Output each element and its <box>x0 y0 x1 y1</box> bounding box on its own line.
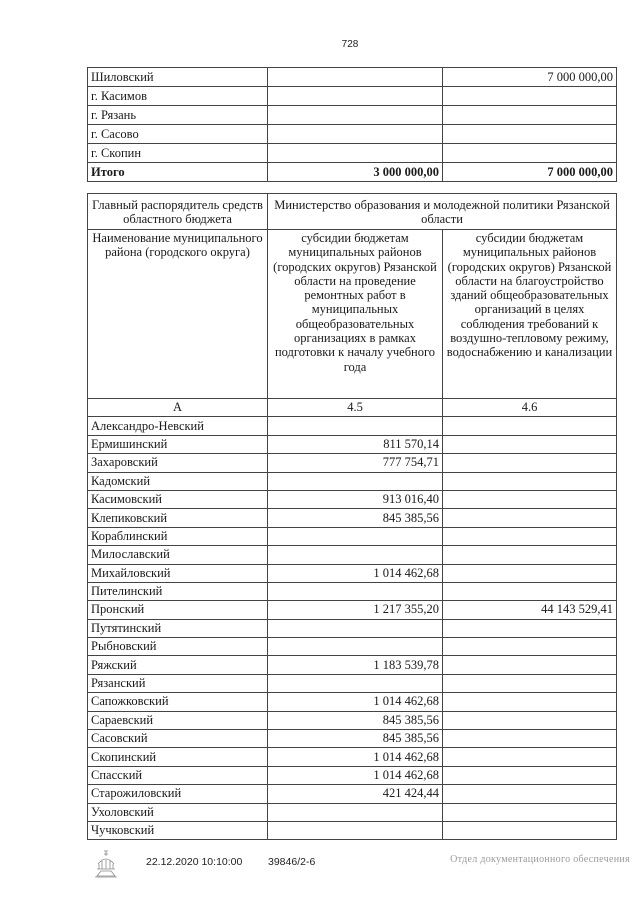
district-name: г. Рязань <box>88 106 268 125</box>
district-name: Шиловский <box>88 68 268 87</box>
value-4-6 <box>443 821 617 839</box>
district-name: г. Скопин <box>88 144 268 163</box>
district-name: Касимовский <box>88 490 268 508</box>
table-row <box>88 106 617 125</box>
table-row <box>88 125 617 144</box>
table-row <box>88 803 617 821</box>
subsidy-table <box>87 193 617 840</box>
value-4-5: 845 385,56 <box>268 509 443 527</box>
district-name: Михайловский <box>88 564 268 582</box>
table-row <box>88 601 617 619</box>
distributor-value: Министерство образования и молодежной политики Рязанской области <box>268 194 617 230</box>
header-row-codes <box>88 399 617 417</box>
value-4-5 <box>268 472 443 490</box>
value-4-6 <box>443 803 617 821</box>
footer <box>0 850 640 890</box>
value-4-5 <box>268 546 443 564</box>
table-row <box>88 509 617 527</box>
value-4-5 <box>268 821 443 839</box>
district-name: Ермишинский <box>88 435 268 453</box>
registration-datetime: 22.12.2020 10:10:00 <box>146 856 243 868</box>
table-row <box>88 546 617 564</box>
table-row <box>88 472 617 490</box>
value-4-5: 1 183 539,78 <box>268 656 443 674</box>
value-4-6 <box>443 638 617 656</box>
district-name: Милославский <box>88 546 268 564</box>
value-4-5 <box>268 144 443 163</box>
value-4-5: 845 385,56 <box>268 730 443 748</box>
value-4-6 <box>443 435 617 453</box>
value-4-5: 1 217 355,20 <box>268 601 443 619</box>
district-name: Ухоловский <box>88 803 268 821</box>
value-4-5: 1 014 462,68 <box>268 564 443 582</box>
value-4-6 <box>443 711 617 729</box>
district-name: Путятинский <box>88 619 268 637</box>
value-4-6 <box>443 785 617 803</box>
district-name: г. Сасово <box>88 125 268 144</box>
district-name: Кораблинский <box>88 527 268 545</box>
value-4-6 <box>443 656 617 674</box>
value-4-5: 1 014 462,68 <box>268 766 443 784</box>
duma-building-icon <box>92 850 120 878</box>
total-row <box>88 163 617 182</box>
value-4-5 <box>268 125 443 144</box>
district-name: Скопинский <box>88 748 268 766</box>
value-4-6 <box>443 564 617 582</box>
value-4-5 <box>268 674 443 692</box>
col-4-6-header: субсидии бюджетам муниципальных районов (городских округов) Рязанской области на благоустройство зданий общеобразовательных организаций в целях соблюдения требований к воздушно-тепловому режиму, водоснабжению и канализации <box>443 230 617 399</box>
value-4-6 <box>443 490 617 508</box>
value-4-5 <box>268 87 443 106</box>
district-name: Сараевский <box>88 711 268 729</box>
table-row <box>88 564 617 582</box>
district-name: Ряжский <box>88 656 268 674</box>
table-row <box>88 527 617 545</box>
value-4-6 <box>443 125 617 144</box>
district-name: Сасовский <box>88 730 268 748</box>
header-row-distributor <box>88 194 617 230</box>
value-4-5: 421 424,44 <box>268 785 443 803</box>
table-row <box>88 730 617 748</box>
value-4-6 <box>443 693 617 711</box>
value-4-6: 7 000 000,00 <box>443 68 617 87</box>
value-4-5 <box>268 106 443 125</box>
district-name: Клепиковский <box>88 509 268 527</box>
value-4-6 <box>443 87 617 106</box>
table-row <box>88 417 617 435</box>
value-4-5 <box>268 619 443 637</box>
district-name: Пронский <box>88 601 268 619</box>
distributor-label: Главный распорядитель средств областного бюджета <box>88 194 268 230</box>
value-4-6 <box>443 674 617 692</box>
table-row <box>88 638 617 656</box>
table-row <box>88 144 617 163</box>
district-name: г. Касимов <box>88 87 268 106</box>
district-name: Рязанский <box>88 674 268 692</box>
value-4-5 <box>268 803 443 821</box>
table-row <box>88 693 617 711</box>
top-table-continuation <box>87 67 617 182</box>
district-name: Рыбновский <box>88 638 268 656</box>
table-row <box>88 656 617 674</box>
value-4-5: 1 014 462,68 <box>268 693 443 711</box>
header-row-columns <box>88 230 617 399</box>
value-4-5: 811 570,14 <box>268 435 443 453</box>
district-name: Итого <box>88 163 268 182</box>
name-column-header: Наименование муниципального района (городского округа) <box>88 230 268 399</box>
value-4-6 <box>443 527 617 545</box>
value-4-5: 777 754,71 <box>268 454 443 472</box>
district-name: Александро-Невский <box>88 417 268 435</box>
table-row <box>88 68 617 87</box>
code-4-5: 4.5 <box>268 399 443 417</box>
col-4-5-header: субсидии бюджетам муниципальных районов (городских округов) Рязанской области на проведение ремонтных работ в муниципальных общеобразовательных организациях в рамках подготовки к началу учебного года <box>268 230 443 399</box>
value-4-5: 913 016,40 <box>268 490 443 508</box>
value-4-5 <box>268 417 443 435</box>
table-row <box>88 785 617 803</box>
value-4-6: 7 000 000,00 <box>443 163 617 182</box>
value-4-6 <box>443 619 617 637</box>
department-stamp: Отдел документационного обеспечения <box>450 854 630 865</box>
value-4-5 <box>268 638 443 656</box>
value-4-6 <box>443 417 617 435</box>
code-a: А <box>88 399 268 417</box>
registration-number: 39846/2-6 <box>268 856 316 868</box>
table-row <box>88 619 617 637</box>
table-row <box>88 711 617 729</box>
value-4-6 <box>443 582 617 600</box>
value-4-5 <box>268 582 443 600</box>
district-name: Спасский <box>88 766 268 784</box>
value-4-6 <box>443 748 617 766</box>
table-row <box>88 454 617 472</box>
value-4-5 <box>268 68 443 87</box>
table-row <box>88 748 617 766</box>
table-row <box>88 821 617 839</box>
value-4-6 <box>443 106 617 125</box>
district-name: Кадомский <box>88 472 268 490</box>
table-row <box>88 766 617 784</box>
value-4-5 <box>268 527 443 545</box>
value-4-5: 845 385,56 <box>268 711 443 729</box>
table-row <box>88 582 617 600</box>
district-name: Старожиловский <box>88 785 268 803</box>
code-4-6: 4.6 <box>443 399 617 417</box>
value-4-5: 3 000 000,00 <box>268 163 443 182</box>
district-name: Чучковский <box>88 821 268 839</box>
district-name: Пителинский <box>88 582 268 600</box>
value-4-6 <box>443 454 617 472</box>
table-row <box>88 435 617 453</box>
table-row <box>88 87 617 106</box>
value-4-6 <box>443 546 617 564</box>
value-4-6: 44 143 529,41 <box>443 601 617 619</box>
page-number: 728 <box>341 39 359 50</box>
value-4-6 <box>443 472 617 490</box>
value-4-6 <box>443 730 617 748</box>
value-4-5: 1 014 462,68 <box>268 748 443 766</box>
value-4-6 <box>443 509 617 527</box>
value-4-6 <box>443 144 617 163</box>
district-name: Сапожковский <box>88 693 268 711</box>
table-row <box>88 674 617 692</box>
value-4-6 <box>443 766 617 784</box>
table-row <box>88 490 617 508</box>
district-name: Захаровский <box>88 454 268 472</box>
